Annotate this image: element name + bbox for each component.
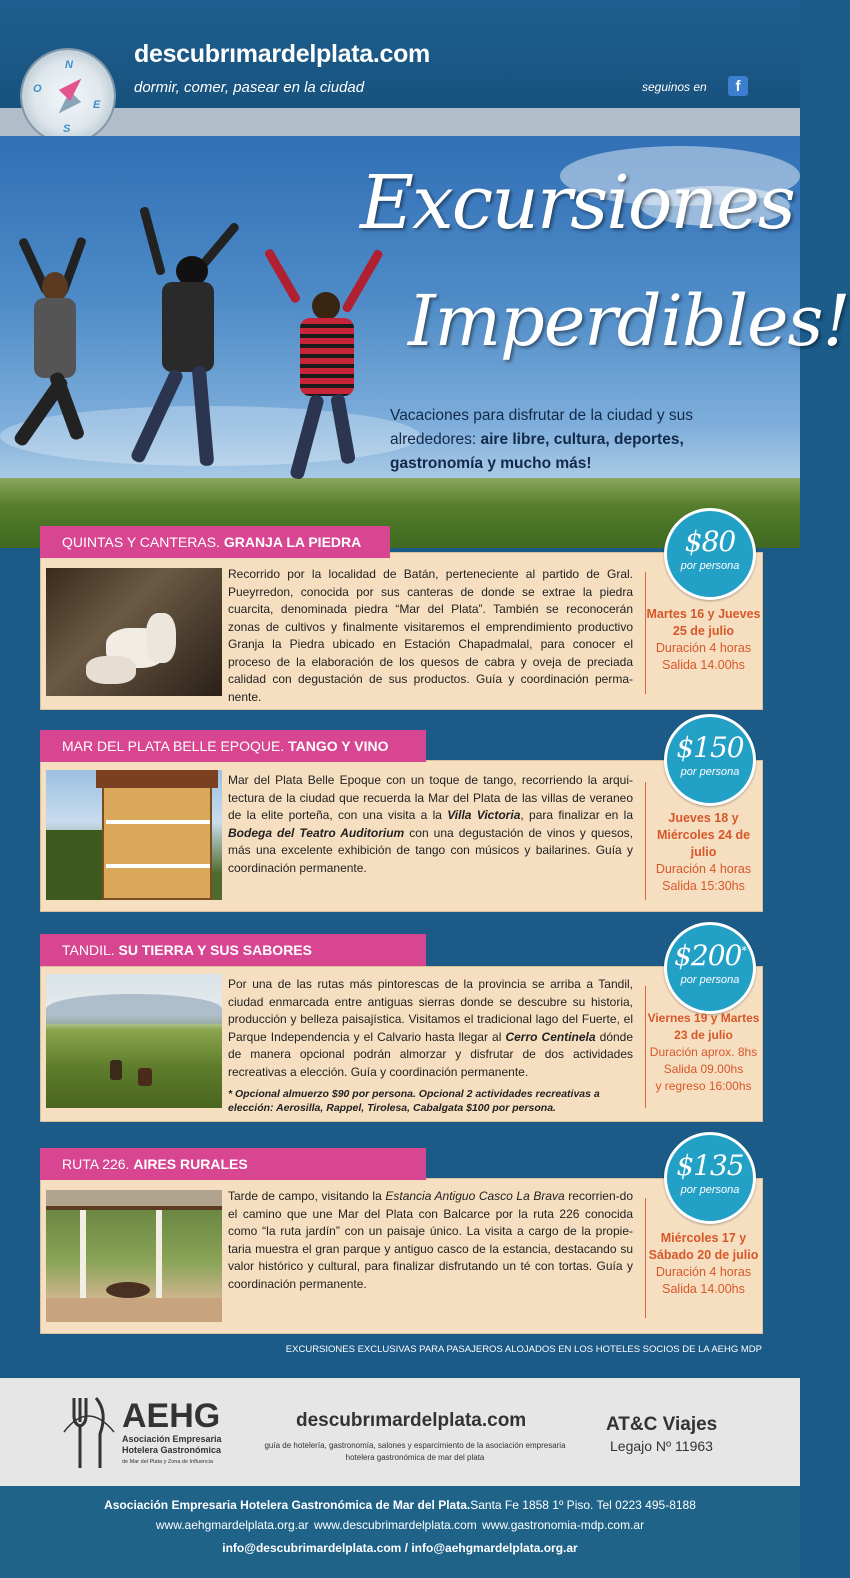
excursion-duration: Duración 4 horas (655, 1265, 752, 1279)
excursion-departure: Salida 15:30hs (662, 879, 745, 893)
price-badge (664, 922, 756, 1014)
contact-line (0, 1498, 800, 1512)
org-address: Santa Fe 1858 1º Piso. Tel 0223 495-8188 (470, 1498, 696, 1512)
excursion-schedule (646, 1010, 761, 1095)
website-links[interactable]: www.aehgmardelplata.org.ar www.descubrimardelplata.com www.gastronomia-mdp.com.ar (155, 1518, 645, 1532)
hero-subtitle (390, 404, 750, 476)
site-logo[interactable]: descubrımardelplata.com (134, 40, 430, 68)
excursion-title-bar (40, 1148, 426, 1180)
excursion-description: Tarde de campo, visitando la Estancia Antiguo Casco La Brava recorrien-do el camino que une Mar del Plata con Balcarce por la ruta 226 conocida como “la ruta jardín” con un paisaje único. La visita a cargo de la propie-taria muestra el gran parque y antiguo casco de la estancia, destacando su valor histórico y cultural, para finalizar disfrutando un té con tortas. Guía y coordinación permanente. (228, 1189, 634, 1291)
excursion-subtitle: GRANJA LA PIEDRA (223, 534, 362, 550)
compass-icon (22, 50, 114, 142)
excursion-dates: Jueves 18 y Miércoles 24 de julio (656, 811, 751, 859)
header-gray-strip (0, 108, 800, 136)
excursion-dates: Miércoles 17 y Sábado 20 de julio (648, 1231, 759, 1262)
excursion-dates: Viernes 19 y Martes 23 de julio (647, 1011, 760, 1042)
price-amount: $80 (684, 525, 736, 558)
excursion-departure: Salida 14.00hs (662, 658, 745, 672)
goats-photo (46, 568, 222, 696)
excursion-schedule (646, 1230, 761, 1298)
estancia-link: Estancia Antiguo Casco La Brava (385, 1189, 565, 1203)
excursion-departure: Salida 09.00hs (663, 1062, 744, 1076)
excursion-duration: Duración aprox. 8hs (649, 1045, 758, 1059)
exclusive-note: EXCURSIONES EXCLUSIVAS PARA PASAJEROS ALOJADOS EN LOS HOTELES SOCIOS DE LA AEHG MDP (285, 1344, 762, 1355)
excursion-dates: Martes 16 y Jueves 25 de julio (646, 607, 761, 638)
excursion-description: Recorrido por la localidad de Batán, perteneciente al partido de Gral. Pueyrredon, conocida por sus canteras de donde se extrae la piedra cuarcita, denominada piedra “Mar del Plata”. También se reconocerán zonas de cultivos y finalmente visitaremos el emprendimiento productivo Granja la Piedra ubicado en Estación Chapadmalal, para conocer el proceso de la elaboración de los quesos de cabra y oveja de preciada calidad con degustación de sus productos. Guía y coordinación perma-nente. (228, 567, 633, 704)
aehg-logo[interactable]: AEHG (122, 1397, 221, 1435)
excursion-title: MAR DEL PLATA BELLE EPOQUE. (62, 738, 285, 754)
footer-site-logo[interactable]: descubrımardelplata.com (296, 1410, 527, 1431)
hero-subtitle-bold: aire libre, cultura, deportes, gastronomía y mucho más! (390, 431, 684, 472)
site-tagline: dormir, comer, pasear en la ciudad (134, 79, 365, 96)
excursion-title-bar (40, 730, 426, 762)
excursion-title-bar (40, 526, 390, 558)
price-asterisk: * (741, 944, 746, 958)
excursion-return: y regreso 16:00hs (655, 1079, 752, 1093)
cerro-centinela-link: Cerro Centinela (505, 1029, 596, 1044)
excursion-schedule (646, 810, 761, 895)
agency-name: AT&C Viajes (606, 1414, 718, 1435)
social-label: seguinos en (642, 80, 707, 94)
hero-title-line2: Imperdibles! (408, 280, 850, 362)
price-per: por persona (680, 766, 740, 778)
price-amount: $150 (676, 731, 744, 764)
excursion-duration: Duración 4 horas (655, 862, 752, 876)
excursion-subtitle: AIRES RURALES (133, 1156, 248, 1172)
hero-subtitle-plain: Vacaciones para disfrutar de la ciudad y sus alrededores: (390, 407, 693, 448)
excursion-description: Por una de las rutas más pintorescas de la provincia se arriba a Tandil, ciudad enmarcada entre antiguas sierras donde se descubre su historia, producción y belleza paisajística. Visitamos el tradicional lago del Fuerte, el Parque Independencia y el Calvario hasta llegar al Cerro Centinela dónde de manera opcional podrán almorzar y disfrutar de dos actividades recreativas a elección. Guía y coordinación permanente. (228, 977, 634, 1079)
footer-site-description: guía de hotelería, gastronomía, salones y esparcimiento de la asociación empresaria hotelera gastronómica de mar del plata (264, 1441, 566, 1462)
email-links[interactable]: info@descubrimardelplata.com / info@aehgmardelplata.org.ar (222, 1541, 578, 1555)
excursion-subtitle: TANGO Y VINO (288, 738, 389, 754)
tandil-photo (46, 974, 222, 1108)
price-per: por persona (680, 1184, 740, 1196)
price-amount: $135 (676, 1149, 744, 1182)
excursion-title-bar (40, 934, 426, 966)
villa-photo (46, 770, 222, 900)
price-badge (664, 714, 756, 806)
compass-letter-n: N (65, 59, 73, 71)
price-per: por persona (680, 560, 740, 572)
compass-letter-e: E (93, 99, 101, 111)
facebook-icon[interactable]: f (728, 76, 748, 96)
villa-victoria-link: Villa Victoria (447, 808, 521, 822)
aehg-name: Asociación Empresaria Hotelera Gastronómica (122, 1434, 222, 1455)
price-badge (664, 508, 756, 600)
excursion-title: TANDIL. (62, 942, 115, 958)
org-name: Asociación Empresaria Hotelera Gastronómica de Mar del Plata. (104, 1498, 471, 1512)
excursion-title: QUINTAS Y CANTERAS. (62, 534, 220, 550)
price-per: por persona (680, 974, 740, 986)
excursion-duration: Duración 4 horas (655, 641, 752, 655)
excursion-title: RUTA 226. (62, 1156, 130, 1172)
price-badge (664, 1132, 756, 1224)
excursion-description: Mar del Plata Belle Epoque con un toque de tango, recorriendo la arqui-tectura de la ciudad que recuerda la Mar del Plata de las villas de veraneo de la elite porteña, con una visita a la Villa Victoria, para finalizar en la Bodega del Teatro Auditorium con una degustación de vinos y quesos, más una excelente exhibición de tango con músicos y bailarines. Guía y coordinación permanente. (228, 773, 634, 875)
excursion-departure: Salida 14.00hs (662, 1282, 745, 1296)
estancia-photo (46, 1190, 222, 1322)
excursion-schedule (646, 606, 761, 674)
excursion-subtitle: SU TIERRA Y SUS SABORES (118, 942, 312, 958)
compass-letter-o: O (33, 83, 42, 95)
bodega-link: Bodega del Teatro Auditorium (228, 825, 405, 840)
hero-title-line1: Excursiones (360, 160, 794, 246)
optional-note: * Opcional almuerzo $90 por persona. Opcional 2 actividades recreativas a elección: Aerosilla, Rappel, Tirolesa, Cabalgata $100 por persona. (228, 1088, 600, 1114)
fork-knife-icon (60, 1392, 116, 1472)
aehg-zone: de Mar del Plata y Zona de Influencia (122, 1459, 214, 1465)
agency-legajo: Legajo Nº 11963 (610, 1438, 713, 1454)
compass-letter-s: S (63, 123, 71, 135)
price-amount: $200* (674, 939, 746, 972)
